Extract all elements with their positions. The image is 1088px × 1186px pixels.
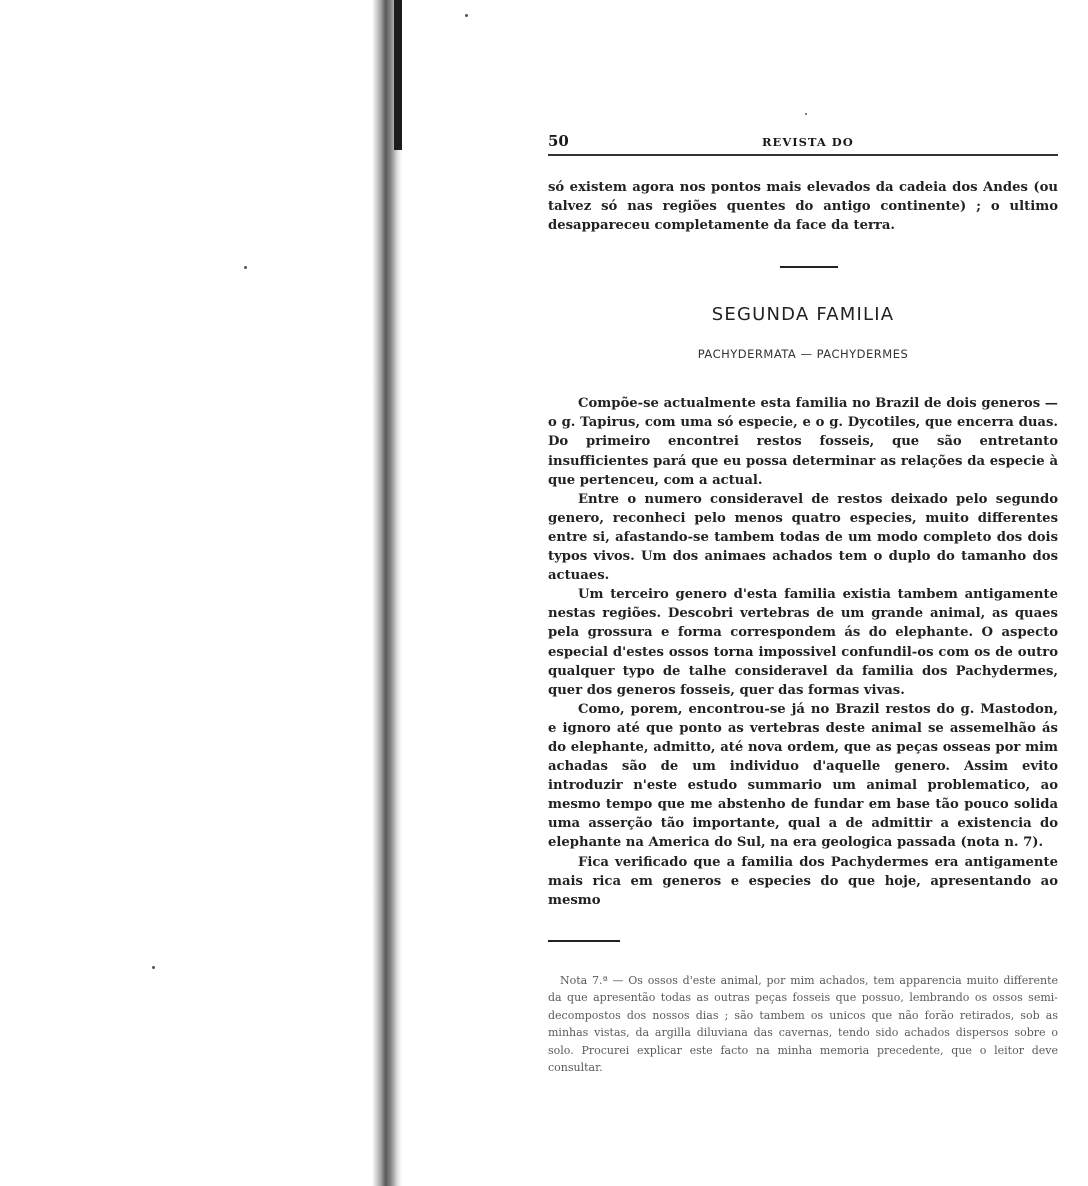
page-number: 50 bbox=[548, 132, 569, 150]
paragraph: Um terceiro genero d'esta familia existia tambem antigamente nestas regiões. Descobri vertebras de um grande animal, as quaes pela grossura e forma correspondem ás do elephante. O aspecto especial d'estes ossos torna impossivel confundil-os com os de outro qualquer typo de talhe consideravel da familia dos Pachydermes, quer dos generos fosseis, quer das formas vivas. bbox=[548, 587, 1058, 698]
book-binding-shadow bbox=[372, 0, 402, 1186]
intro-paragraph: só existem agora nos pontos mais elevados da cadeia dos Andes (ou talvez só nas regiões quentes do antigo continente) ; o ultimo desappareceu completamente da face da terra. bbox=[548, 180, 1058, 234]
footnote-divider bbox=[548, 940, 620, 942]
section-subtitle: PACHYDERMATA — PACHYDERMES bbox=[697, 347, 909, 362]
scan-speck bbox=[152, 966, 155, 969]
scan-speck bbox=[805, 113, 807, 115]
paragraph: Como, porem, encontrou-se já no Brazil restos do g. Mastodon, e ignoro até que ponto as vertebras deste animal se assemelhão ás do elephante, admitto, até nova ordem, que as peças osseas por mim achadas são de um individuo d'aquelle genero. Assim evito introduzir n'este estudo summario um animal problematico, ao mesmo tempo que me abstenho de fundar em base tão pouco solida uma asserção tão importante, qual a de admittir a existencia do elephante na America do Sul, na era geologica passada (nota n. 7). bbox=[548, 701, 1058, 851]
page-header bbox=[548, 128, 1058, 156]
scan-speck bbox=[244, 266, 247, 269]
binding-edge bbox=[394, 0, 402, 150]
section-divider bbox=[780, 266, 838, 268]
paragraph: Fica verificado que a familia dos Pachydermes era antigamente mais rica em generos e especies do que hoje, apresentando ao mesmo bbox=[548, 854, 1058, 908]
body-paragraphs bbox=[548, 394, 1058, 910]
paragraph: Entre o numero consideravel de restos deixado pelo segundo genero, reconheci pelo menos quatro especies, muito differentes entre si, afastando-se tambem todas de um modo completo dos dois typos vivos. Um dos animaes achados tem o duplo do tamanho dos actuaes. bbox=[548, 491, 1058, 584]
section-title: SEGUNDA FAMILIA bbox=[711, 304, 895, 326]
book-page bbox=[548, 128, 1058, 1077]
paragraph: Compõe-se actualmente esta familia no Brazil de dois generos — o g. Tapirus, com uma só especie, e o g. Dycotiles, que encerra duas. Do primeiro encontrei restos fosseis, que são entretanto insufficientes pará que eu possa determinar as relações da especie à que pertenceu, com a actual. bbox=[548, 396, 1058, 488]
scan-speck bbox=[465, 14, 468, 17]
running-head: REVISTA DO bbox=[762, 135, 854, 149]
footnote: Nota 7.ª — Os ossos d'este animal, por mim achados, tem apparencia muito differente da que apresentão todas as outras peças fosseis que possuo, lembrando os ossos semi-decompostos dos nossos dias ; são tambem os unicos que não forão retirados, sob as minhas vistas, da argilla diluviana das cavernas, tendo sido achados dispersos sobre o solo. Procurei explicar este facto na minha memoria precedente, que o leitor deve consultar. bbox=[548, 973, 1058, 1075]
